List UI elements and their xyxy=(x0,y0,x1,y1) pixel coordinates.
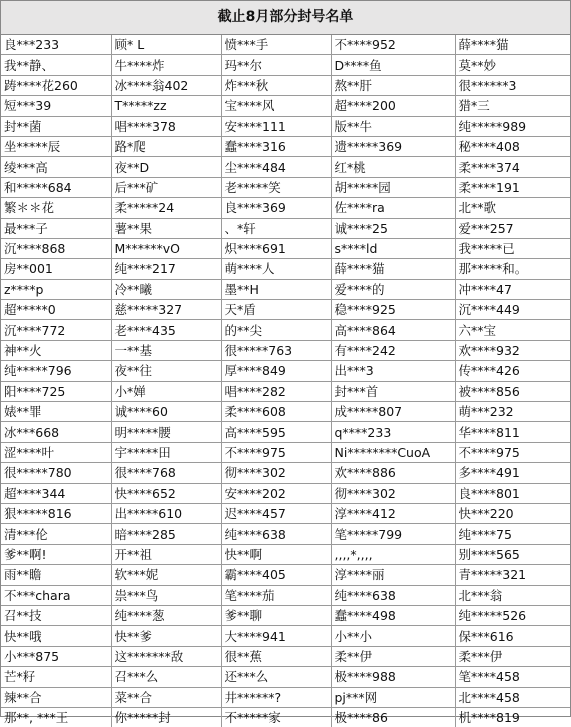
table-cell: 芒*籽 xyxy=(1,667,111,687)
table-cell: 这*******敌 xyxy=(111,646,221,666)
table-row xyxy=(1,218,570,238)
table-cell: 良***233 xyxy=(1,35,111,55)
table-cell: 极****988 xyxy=(331,667,455,687)
table-cell: 爹**啊! xyxy=(1,544,111,564)
table-cell: 版**牛 xyxy=(331,116,455,136)
table-cell: z****p xyxy=(1,279,111,299)
table-cell: 爱***257 xyxy=(455,218,570,238)
table-cell: 莫**妙 xyxy=(455,55,570,75)
table-cell: 祟***鸟 xyxy=(111,585,221,605)
table-cell: q****233 xyxy=(331,422,455,442)
table-cell: 小***875 xyxy=(1,646,111,666)
table-cell: 超****200 xyxy=(331,96,455,116)
table-cell: 很**蕉 xyxy=(221,646,331,666)
table-cell: 安****202 xyxy=(221,483,331,503)
table-cell: 青*****321 xyxy=(455,565,570,585)
table-row xyxy=(1,707,570,727)
table-cell: 不*****家 xyxy=(221,707,331,727)
table-cell: 诚****25 xyxy=(331,218,455,238)
table-cell: 超*****0 xyxy=(1,300,111,320)
table-row xyxy=(1,565,570,585)
table-cell: 很*****763 xyxy=(221,340,331,360)
table-cell: 机****819 xyxy=(458,710,520,726)
table-cell: 出*****610 xyxy=(111,503,221,523)
table-cell: 纯****217 xyxy=(111,259,221,279)
table-cell: 蠢****316 xyxy=(221,136,331,156)
table-cell: 、*轩 xyxy=(221,218,331,238)
table-cell: 婊**罪 xyxy=(1,402,111,422)
table-cell: 玛**尔 xyxy=(221,55,331,75)
table-cell: 召**技 xyxy=(1,605,111,625)
table-cell: 大****941 xyxy=(221,626,331,646)
table-cell: 高****864 xyxy=(331,320,455,340)
table-row xyxy=(1,422,570,442)
table-cell: 纯****葱 xyxy=(111,605,221,625)
table-cell: 我**静、 xyxy=(1,55,111,75)
table-cell: 快****652 xyxy=(111,483,221,503)
table-cell: s****ld xyxy=(331,238,455,258)
table-cell: 狠*****816 xyxy=(1,503,111,523)
table-row xyxy=(1,136,570,156)
table-cell: 我*****已 xyxy=(455,238,570,258)
table-cell: 冲****47 xyxy=(455,279,570,299)
table-cell: 遗*****369 xyxy=(331,136,455,156)
table-cell: 踌****花260 xyxy=(1,75,111,95)
table-cell: 宇*****田 xyxy=(111,442,221,462)
table-cell: 菜**合 xyxy=(111,687,221,707)
table-cell: 快**爹 xyxy=(111,626,221,646)
table-cell: 霸****405 xyxy=(221,565,331,585)
table-row xyxy=(1,544,570,564)
table-row xyxy=(1,75,570,95)
table-cell: 柔****191 xyxy=(455,177,570,197)
table-cell: 萌****人 xyxy=(221,259,331,279)
table-cell: 良****369 xyxy=(221,198,331,218)
table-cell: 那*****和。 xyxy=(455,259,570,279)
table-cell: 传****426 xyxy=(455,361,570,381)
table-cell: 纯*****526 xyxy=(455,605,570,625)
table-cell: 欢****932 xyxy=(455,340,570,360)
table-cell: 小**小 xyxy=(331,626,455,646)
table-cell: 很******3 xyxy=(455,75,570,95)
table-row xyxy=(1,381,570,401)
table-cell: 诚****60 xyxy=(111,402,221,422)
sheet-title: 截止8月部分封号名单 xyxy=(1,1,570,35)
table-cell: 尘****484 xyxy=(221,157,331,177)
table-cell: 欢****886 xyxy=(331,463,455,483)
table-cell: 柔****374 xyxy=(455,157,570,177)
table-cell: 萌***232 xyxy=(455,402,570,422)
table-cell: 和*****684 xyxy=(1,177,111,197)
table-cell: 爹**聊 xyxy=(221,605,331,625)
table-row xyxy=(1,361,570,381)
table-cell: 涩****叶 xyxy=(1,442,111,462)
table-cell: 高****595 xyxy=(221,422,331,442)
table-cell: 被****856 xyxy=(455,381,570,401)
table-cell: 绫***高 xyxy=(1,157,111,177)
table-cell: 很*****780 xyxy=(1,463,111,483)
table-cell: 顾* L xyxy=(111,35,221,55)
table-cell: 纯*****796 xyxy=(1,361,111,381)
table-body xyxy=(1,35,570,727)
table-cell: D****鱼 xyxy=(331,55,455,75)
table-cell: 柔**伊 xyxy=(331,646,455,666)
table-cell: 薯**果 xyxy=(111,218,221,238)
table-cell: 冷**曦 xyxy=(111,279,221,299)
table-cell: 柔****608 xyxy=(221,402,331,422)
table-cell: 笔****458 xyxy=(455,667,570,687)
table-cell: 开**祖 xyxy=(111,544,221,564)
table-cell: 红*桃 xyxy=(331,157,455,177)
table-cell: 清***伦 xyxy=(1,524,111,544)
table-cell: 不***chara xyxy=(1,585,111,605)
table-cell: 彻****302 xyxy=(331,483,455,503)
table-cell: 稳****925 xyxy=(331,300,455,320)
table-cell: 夜**往 xyxy=(111,361,221,381)
table-row xyxy=(1,320,570,340)
table-cell: 安****111 xyxy=(221,116,331,136)
table-cell: 迟****457 xyxy=(221,503,331,523)
table-cell: M******vO xyxy=(111,238,221,258)
table-row xyxy=(1,300,570,320)
table-cell: 明*****腰 xyxy=(111,422,221,442)
table-row xyxy=(1,116,570,136)
table-cell: ,,,,*,,,, xyxy=(331,544,455,564)
table-cell: 冰***668 xyxy=(1,422,111,442)
table-cell: 快**哦 xyxy=(1,626,111,646)
table-cell: 唱****282 xyxy=(221,381,331,401)
table-cell: 淳****412 xyxy=(331,503,455,523)
table-cell: 召***么 xyxy=(111,667,221,687)
table-cell: 爱****的 xyxy=(331,279,455,299)
table-row xyxy=(1,483,570,503)
table-cell: 良****801 xyxy=(455,483,570,503)
table-cell: 保***616 xyxy=(455,626,570,646)
table-cell: 坐*****辰 xyxy=(1,136,111,156)
banned-accounts-table xyxy=(1,35,570,727)
table-cell: 繁＊＊花 xyxy=(1,198,111,218)
table-cell: 彻****302 xyxy=(221,463,331,483)
table-cell: 还***么 xyxy=(221,667,331,687)
table-row xyxy=(1,463,570,483)
table-row xyxy=(1,646,570,666)
table-cell: 纯****638 xyxy=(221,524,331,544)
table-cell: 北***翁 xyxy=(455,585,570,605)
table-cell: 出***3 xyxy=(331,361,455,381)
table-cell: 墨**H xyxy=(221,279,331,299)
table-row xyxy=(1,687,570,707)
table-cell: 冰****翁402 xyxy=(111,75,221,95)
table-cell: 快**啊 xyxy=(221,544,331,564)
table-cell: 愤***手 xyxy=(221,35,331,55)
table-cell: 纯*****989 xyxy=(455,116,570,136)
table-cell: 那**, ***王 xyxy=(1,707,111,727)
table-cell: 秘****408 xyxy=(455,136,570,156)
table-cell: 有****242 xyxy=(331,340,455,360)
table-cell: 不****975 xyxy=(221,442,331,462)
table-cell: 别****565 xyxy=(455,544,570,564)
table-cell: 不****952 xyxy=(331,35,455,55)
table-cell: 熬**肝 xyxy=(331,75,455,95)
table-cell: 神**火 xyxy=(1,340,111,360)
table-cell: 笔*****799 xyxy=(331,524,455,544)
table-cell: 短***39 xyxy=(1,96,111,116)
table-cell: 雨**瞻 xyxy=(1,565,111,585)
table-cell: 辣**合 xyxy=(1,687,111,707)
table-row xyxy=(1,157,570,177)
table-row xyxy=(1,279,570,299)
table-cell: 沉****772 xyxy=(1,320,111,340)
table-cell: 柔*****24 xyxy=(111,198,221,218)
table-cell: 后***矿 xyxy=(111,177,221,197)
table-row xyxy=(1,177,570,197)
table-row xyxy=(1,35,570,55)
table-cell: 最***子 xyxy=(1,218,111,238)
table-cell: 沉****868 xyxy=(1,238,111,258)
table-cell: 很****768 xyxy=(111,463,221,483)
table-row xyxy=(1,198,570,218)
table-cell: 极****86 xyxy=(331,707,455,727)
table-cell: 炽****691 xyxy=(221,238,331,258)
table-row xyxy=(1,259,570,279)
table-cell: 阳****725 xyxy=(1,381,111,401)
table-cell: 天*盾 xyxy=(221,300,331,320)
table-cell: 慈*****327 xyxy=(111,300,221,320)
table-cell: 软***妮 xyxy=(111,565,221,585)
table-cell: 薛****猫 xyxy=(331,259,455,279)
table-cell: 北**歌 xyxy=(455,198,570,218)
table-cell: 纯****75 xyxy=(455,524,570,544)
table-row xyxy=(1,340,570,360)
table-cell: 封***首 xyxy=(331,381,455,401)
table-cell: 你*****封 xyxy=(111,707,221,727)
table-cell: 老****435 xyxy=(111,320,221,340)
table-cell: 夜**D xyxy=(111,157,221,177)
table-row xyxy=(1,524,570,544)
table-row xyxy=(1,667,570,687)
table-row xyxy=(1,626,570,646)
table-cell: 炸***秋 xyxy=(221,75,331,95)
table-cell: 淳****丽 xyxy=(331,565,455,585)
table-cell: 小*婵 xyxy=(111,381,221,401)
table-cell: 柔***伊 xyxy=(455,646,570,666)
table-cell: 封**菌 xyxy=(1,116,111,136)
table-row xyxy=(1,585,570,605)
table-cell: 北****458 xyxy=(455,687,570,707)
table-row xyxy=(1,503,570,523)
table-cell: 猎*三 xyxy=(455,96,570,116)
table-cell: 笔****茄 xyxy=(221,585,331,605)
table-row xyxy=(1,55,570,75)
table-row xyxy=(1,605,570,625)
table-cell: 井******? xyxy=(221,687,331,707)
table-cell: 沉****449 xyxy=(455,300,570,320)
table-cell: 华****811 xyxy=(455,422,570,442)
table-cell: T*****zz xyxy=(111,96,221,116)
table-cell: 成*****807 xyxy=(331,402,455,422)
table-cell: pj***网 xyxy=(331,687,455,707)
table-row xyxy=(1,96,570,116)
table-row xyxy=(1,442,570,462)
table-cell: 暗****285 xyxy=(111,524,221,544)
table-cell: 唱****378 xyxy=(111,116,221,136)
table-cell: 纯****638 xyxy=(331,585,455,605)
table-cell: 超****344 xyxy=(1,483,111,503)
table-cell: 薛****猫 xyxy=(455,35,570,55)
table-row xyxy=(1,238,570,258)
table-cell: 不****975 xyxy=(455,442,570,462)
table-cell: 多****491 xyxy=(455,463,570,483)
table-cell: 房**001 xyxy=(1,259,111,279)
table-cell: 老*****笑 xyxy=(221,177,331,197)
table-cell: 厚****849 xyxy=(221,361,331,381)
table-row xyxy=(1,402,570,422)
table-cell: 的**尖 xyxy=(221,320,331,340)
table-cell: 牛****炸 xyxy=(111,55,221,75)
table-cell: 一**基 xyxy=(111,340,221,360)
table-cell: 路*爬 xyxy=(111,136,221,156)
table-cell: 佐****ra xyxy=(331,198,455,218)
table-cell: 快***220 xyxy=(455,503,570,523)
table-cell: 六**宝 xyxy=(455,320,570,340)
table-cell: Ni********CuoA xyxy=(331,442,455,462)
table-cell: 蠢****498 xyxy=(331,605,455,625)
table-cell: 宝****风 xyxy=(221,96,331,116)
table-cell: 胡*****园 xyxy=(331,177,455,197)
